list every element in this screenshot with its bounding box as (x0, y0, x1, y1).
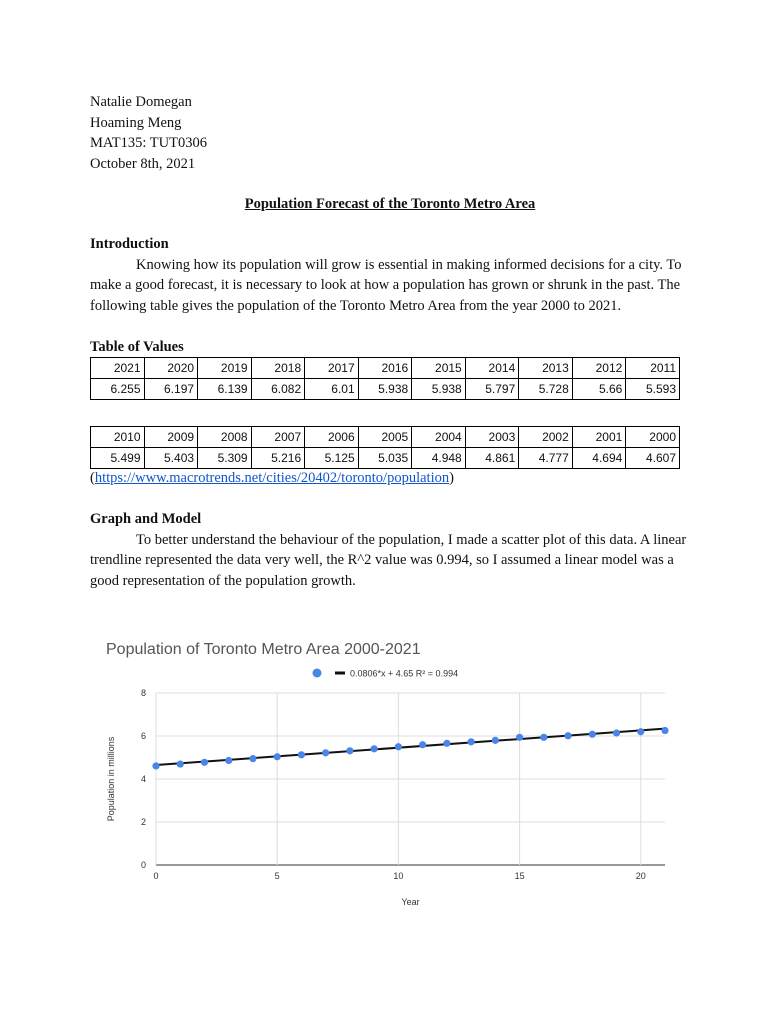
table-cell: 2012 (572, 358, 626, 379)
legend-label: 0.0806*x + 4.65 R² = 0.994 (350, 668, 459, 679)
table-cell: 5.728 (519, 379, 573, 400)
source-paren-open: ( (90, 470, 95, 487)
trendline (156, 729, 665, 765)
data-point (589, 731, 596, 738)
table-cell: 4.607 (626, 448, 680, 469)
chart-title: Population of Toronto Metro Area 2000-2021 (106, 641, 421, 658)
table-cell: 5.035 (358, 448, 412, 469)
table-cell: 4.861 (465, 448, 519, 469)
data-point (201, 759, 208, 766)
table-cell: 5.593 (626, 379, 680, 400)
graph-text: To better understand the behaviour of the population, I made a scatter plot of this data. A linear trendline represented the data very well, the R^2 value was 0.994, so I assumed a linear model was a good representation of the population growth. (90, 531, 687, 590)
data-point (467, 738, 474, 745)
x-tick-label: 0 (153, 871, 159, 881)
document-page (90, 92, 690, 592)
data-point (322, 749, 329, 756)
table-cell: 6.082 (251, 379, 305, 400)
x-tick-label: 5 (274, 871, 280, 881)
author-name-1: Natalie Domegan (90, 94, 192, 110)
legend-point-icon (313, 669, 322, 678)
table-cell: 2005 (358, 427, 412, 448)
data-point (298, 751, 305, 758)
y-tick-label: 4 (140, 774, 146, 784)
y-tick-label: 2 (140, 817, 146, 827)
table-cell: 5.499 (91, 448, 145, 469)
source-link[interactable]: https://www.macrotrends.net/cities/20402/toronto/population (94, 470, 450, 487)
table-cell: 5.797 (465, 379, 519, 400)
table-cell: 2013 (519, 358, 573, 379)
table-cell: 4.694 (572, 448, 626, 469)
table-cell: 2008 (198, 427, 252, 448)
author-name-2: Hoaming Meng (90, 114, 182, 131)
table-cell: 5.125 (305, 448, 359, 469)
table-cell: 2018 (251, 358, 305, 379)
values-table-1 (90, 357, 680, 400)
values-table-2 (90, 426, 680, 469)
chart-svg (92, 628, 682, 920)
data-point (419, 741, 426, 748)
y-tick-label: 8 (140, 688, 146, 698)
table-cell: 5.938 (358, 379, 412, 400)
table-heading: Table of Values (90, 338, 184, 355)
data-point (613, 729, 620, 736)
table-cell: 4.777 (519, 448, 573, 469)
table-cell: 2016 (358, 358, 412, 379)
table-cell: 2004 (412, 427, 466, 448)
table-cell: 2006 (305, 427, 359, 448)
x-tick-label: 15 (514, 871, 525, 881)
data-point (274, 753, 281, 760)
y-tick-label: 6 (140, 731, 146, 741)
table-cell: 2017 (305, 358, 359, 379)
data-point (249, 755, 256, 762)
data-point (637, 728, 644, 735)
graph-heading: Graph and Model (90, 511, 202, 528)
data-point (443, 740, 450, 747)
data-point (152, 762, 159, 769)
source-paren-close: ) (449, 470, 454, 487)
table-cell: 5.309 (198, 448, 252, 469)
table-cell: 2007 (251, 427, 305, 448)
data-point (395, 743, 402, 750)
scatter-chart (92, 628, 682, 920)
data-point (564, 732, 571, 739)
x-axis-label: Year (401, 897, 420, 907)
table-cell: 2001 (572, 427, 626, 448)
course-code: MAT135: TUT0306 (90, 135, 207, 151)
introduction-heading: Introduction (90, 236, 169, 252)
table-cell: 2010 (91, 427, 145, 448)
table-cell: 5.66 (572, 379, 626, 400)
table-cell: 6.01 (305, 379, 359, 400)
table-cell: 2020 (144, 358, 198, 379)
data-point (346, 747, 353, 754)
x-tick-label: 10 (393, 871, 404, 881)
table-cell: 2003 (465, 427, 519, 448)
table-cell: 5.216 (251, 448, 305, 469)
x-tick-label: 20 (635, 871, 646, 881)
table-row-years (91, 427, 680, 448)
table-cell: 5.938 (412, 379, 466, 400)
data-point (540, 734, 547, 741)
table-cell: 6.197 (144, 379, 198, 400)
data-point (177, 760, 184, 767)
table-cell: 2000 (626, 427, 680, 448)
document-date: October 8th, 2021 (90, 155, 196, 172)
table-cell: 6.255 (91, 379, 145, 400)
table-cell: 2021 (91, 358, 145, 379)
table-cell: 5.403 (144, 448, 198, 469)
table-row-years (91, 358, 680, 379)
table-cell: 2014 (465, 358, 519, 379)
table-cell: 6.139 (198, 379, 252, 400)
table-cell: 2019 (198, 358, 252, 379)
table-row-values (91, 448, 680, 469)
data-point (516, 734, 523, 741)
table-cell: 2011 (626, 358, 680, 379)
data-point (661, 727, 668, 734)
introduction-text: Knowing how its population will grow is essential in making informed decisions for a city. To make a good forecast, it is necessary to look at how a population has grown or shrunk in the past. The following table gives the population of the Toronto Metro Area from the year 2000 to 2021. (90, 256, 682, 314)
data-point (371, 745, 378, 752)
table-row-values (91, 379, 680, 400)
data-point (225, 757, 232, 764)
table-cell: 2009 (144, 427, 198, 448)
y-axis-label: Population in millions (106, 736, 116, 822)
data-point (492, 737, 499, 744)
source-citation (90, 469, 690, 487)
document-title: Population Forecast of the Toronto Metro Area (244, 196, 536, 212)
y-tick-label: 0 (140, 860, 146, 870)
table-cell: 2015 (412, 358, 466, 379)
table-cell: 4.948 (412, 448, 466, 469)
table-cell: 2002 (519, 427, 573, 448)
